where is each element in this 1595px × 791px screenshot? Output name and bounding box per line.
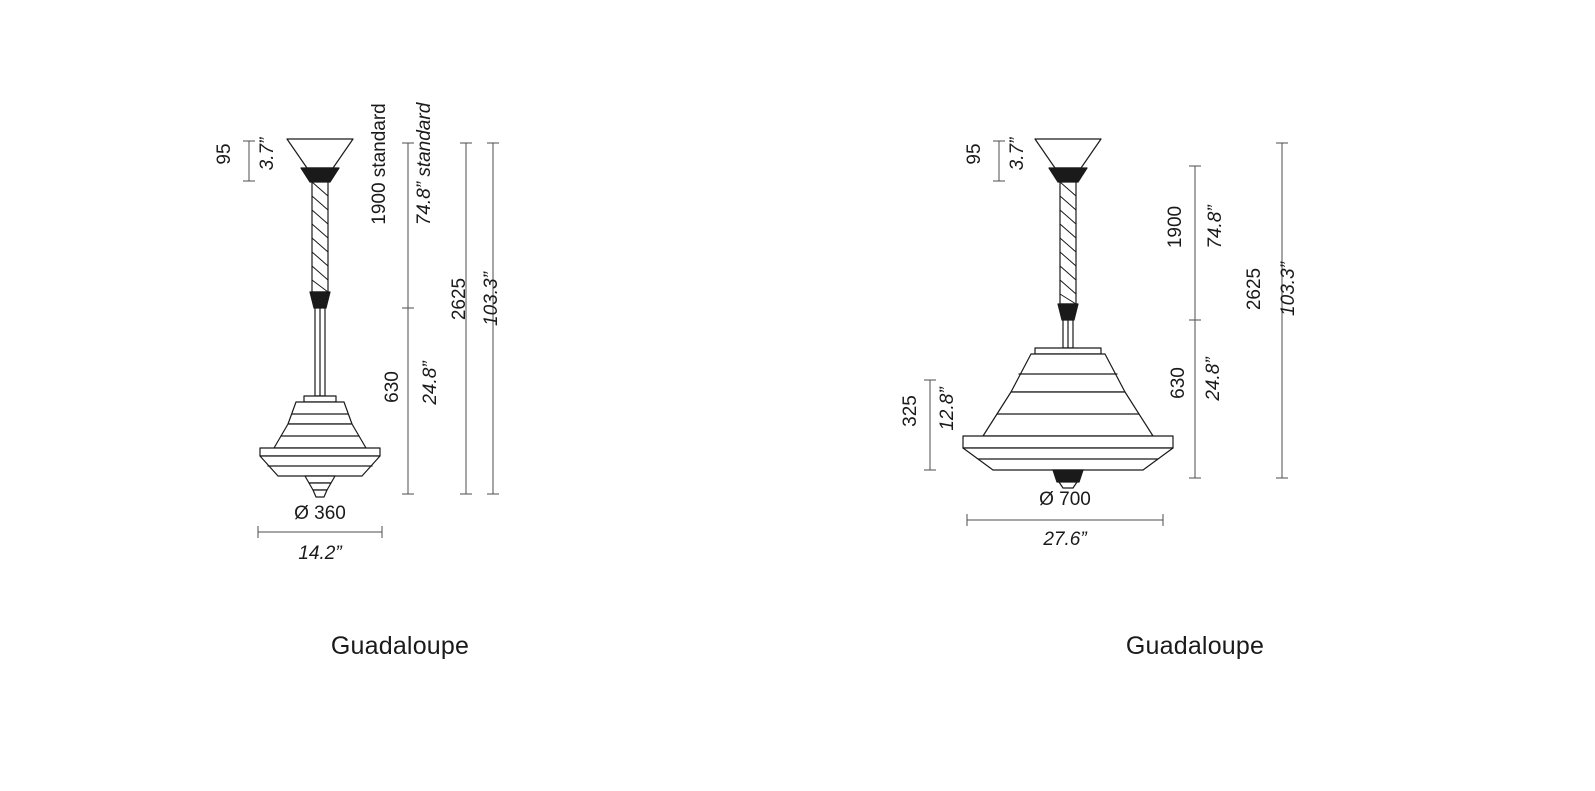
drawing-large bbox=[795, 0, 1595, 620]
dim-body-in-large: 24.8” bbox=[1203, 357, 1224, 401]
dim-canopy-in-small: 3.7” bbox=[257, 137, 278, 171]
dim-canopy-in-large: 3.7” bbox=[1007, 137, 1028, 171]
dim-total-mm-large: 2625 bbox=[1244, 267, 1265, 311]
dim-cable-in-large: 74.8” bbox=[1205, 205, 1226, 249]
drawing-small bbox=[0, 0, 800, 620]
dim-shade-mm-large: 325 bbox=[900, 395, 921, 427]
dim-diameter-mm-small: Ø 360 bbox=[294, 503, 346, 524]
dim-diameter-in-large: 27.6” bbox=[1043, 529, 1087, 550]
dim-cable-in-small: 74.8” standard bbox=[414, 102, 435, 226]
dim-canopy-mm-large: 95 bbox=[964, 143, 985, 165]
dim-body-mm-small: 630 bbox=[382, 371, 403, 403]
dim-body-mm-large: 630 bbox=[1168, 367, 1189, 399]
figure-caption-large: Guadaloupe bbox=[1125, 632, 1265, 660]
dim-total-in-small: 103.3” bbox=[481, 272, 502, 326]
dim-cable-mm-large: 1900 bbox=[1165, 205, 1186, 249]
figure-guadaloupe-large bbox=[795, 0, 1595, 791]
dim-cable-mm-small: 1900 standard bbox=[369, 103, 390, 225]
dim-canopy-mm-small: 95 bbox=[214, 143, 235, 165]
figure-caption-small: Guadaloupe bbox=[330, 632, 470, 660]
dim-total-in-large: 103.3” bbox=[1278, 262, 1299, 316]
dim-diameter-mm-large: Ø 700 bbox=[1039, 489, 1091, 510]
dim-total-mm-small: 2625 bbox=[449, 277, 470, 321]
dim-diameter-in-small: 14.2” bbox=[298, 543, 342, 564]
dim-body-in-small: 24.8” bbox=[420, 361, 441, 405]
dim-shade-in-large: 12.8” bbox=[937, 387, 958, 431]
